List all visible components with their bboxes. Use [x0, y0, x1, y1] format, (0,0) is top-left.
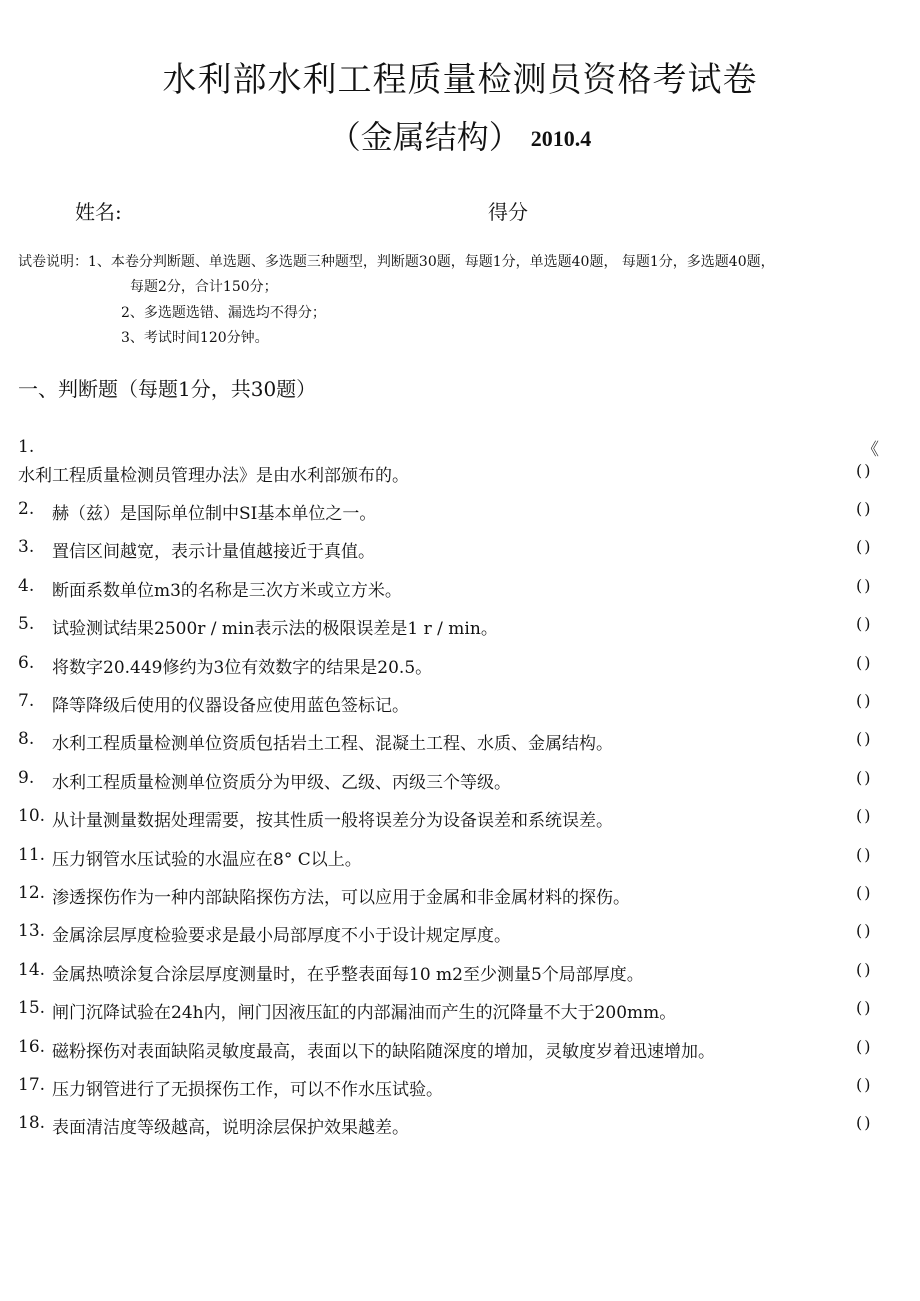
instructions-line-1-continued: 每题2分，合计150分； — [130, 279, 278, 295]
question-number: 5. — [18, 614, 35, 635]
question-text: 断面系数单位m3的名称是三次方米或立方米。 — [52, 580, 402, 601]
question-row — [0, 960, 920, 990]
question-number: 16. — [18, 1036, 46, 1057]
question-number: 12. — [18, 883, 46, 903]
question-text: 渗透探伤作为一种内部缺陷探伤方法，可以应用于金属和非金属材料的探伤。 — [52, 888, 630, 908]
question-row — [0, 998, 920, 1028]
question-text: 水利工程质量检测单位资质分为甲级、乙级、丙级三个等级。 — [52, 772, 511, 793]
question-number: 11. — [18, 844, 46, 865]
answer-bracket: () — [856, 575, 873, 595]
answer-bracket: () — [856, 767, 873, 787]
answer-bracket: () — [856, 883, 873, 902]
question-text: 降等降级后使用的仪器设备应使用蓝色签标记。 — [52, 696, 409, 716]
question-row — [0, 883, 920, 913]
score-field-label: 得分 — [488, 200, 528, 224]
question-row — [0, 921, 920, 951]
question-number: 14. — [18, 959, 46, 980]
question-row — [0, 845, 920, 875]
question-row — [0, 768, 920, 798]
question-row — [0, 614, 920, 644]
question-text: 闸门沉降试验在24h内，闸门因液压缸的内部漏油而产生的沉降量不大于200mm。 — [52, 1003, 677, 1024]
question-row — [0, 537, 920, 567]
answer-bracket: () — [856, 499, 873, 518]
question-text: 金属涂层厚度检验要求是最小局部厚度不小于设计规定厚度。 — [52, 926, 511, 947]
question-1-number: 1. — [18, 437, 35, 457]
answer-bracket: () — [856, 652, 873, 672]
exam-subtitle — [0, 112, 920, 158]
question-text: 置信区间越宽，表示计量值越接近于真值。 — [52, 542, 375, 563]
instructions-line-3: 3、考试时间120分钟。 — [121, 330, 269, 346]
question-number: 9. — [18, 767, 35, 788]
question-row — [0, 1037, 920, 1067]
question-row — [0, 576, 920, 606]
question-text: 压力钢管水压试验的水温应在8° C以上。 — [52, 849, 362, 870]
question-text: 将数字20.449修约为3位有效数字的结果是20.5。 — [52, 657, 433, 678]
question-text: 表面清洁度等级越高，说明涂层保护效果越差。 — [52, 1118, 409, 1139]
answer-bracket: () — [856, 921, 873, 941]
answer-bracket: () — [856, 537, 873, 557]
question-row — [0, 1075, 920, 1105]
question-row — [0, 691, 920, 721]
question-number: 10. — [18, 806, 46, 827]
exam-title: 水利部水利工程质量检测员资格考试卷 — [162, 60, 758, 100]
question-number: 17. — [18, 1075, 46, 1095]
answer-bracket: () — [856, 1075, 873, 1094]
instructions-line-2: 2、多选题选错、漏选均不得分； — [121, 305, 326, 321]
question-row — [0, 1113, 920, 1143]
exam-year: 2010.4 — [530, 126, 592, 151]
question-number: 15. — [18, 998, 46, 1019]
question-number: 8. — [18, 729, 35, 750]
question-text: 从计量测量数据处理需要，按其性质一般将误差分为设备误差和系统误差。 — [52, 811, 613, 832]
question-number: 13. — [18, 921, 46, 942]
answer-bracket: () — [856, 1036, 873, 1056]
answer-bracket: () — [856, 614, 873, 634]
instructions-line-1: 试卷说明：1、本卷分判断题、单选题、多选题三种题型，判断题30题，每题1分，单选题40题， 每题1分，多选题40题， — [18, 254, 775, 270]
subject-label: （金属结构） — [328, 118, 521, 156]
question-text: 压力钢管进行了无损探伤工作，可以不作水压试验。 — [52, 1080, 443, 1100]
question-number: 3. — [18, 537, 35, 558]
question-text: 试验测试结果2500r / min表示法的极限误差是1 r / min。 — [52, 619, 498, 640]
question-text: 水利工程质量检测单位资质包括岩土工程、混凝土工程、水质、金属结构。 — [52, 734, 613, 755]
section-title-true-false: 一、判断题（每题1分，共30题） — [18, 377, 317, 401]
answer-bracket: () — [856, 998, 873, 1018]
answer-bracket: () — [856, 959, 873, 979]
question-number: 4. — [18, 575, 35, 596]
answer-bracket: () — [856, 729, 873, 749]
question-text: 磁粉探伤对表面缺陷灵敏度最高，表面以下的缺陷随深度的增加，灵敏度岁着迅速增加。 — [52, 1041, 715, 1062]
question-1-open-quote: 《 — [862, 440, 879, 460]
question-number: 18. — [18, 1113, 46, 1134]
question-row — [0, 729, 920, 759]
answer-bracket: () — [856, 844, 873, 864]
answer-bracket: () — [856, 1113, 873, 1133]
question-number: 2. — [18, 499, 35, 519]
question-number: 6. — [18, 652, 35, 673]
question-number: 7. — [18, 691, 35, 711]
question-row — [0, 653, 920, 683]
question-row — [0, 499, 920, 529]
question-text: 金属热喷涂复合涂层厚度测量时，在乎整表面每10 m2至少测量5个局部厚度。 — [52, 964, 644, 985]
question-row — [0, 806, 920, 836]
name-field-label: 姓名: — [75, 200, 122, 224]
question-1-text: 水利工程质量检测员管理办法》是由水利部颁布的。 — [18, 466, 409, 486]
question-text: 赫（兹）是国际单位制中SI基本单位之一。 — [52, 504, 377, 524]
answer-bracket: () — [856, 691, 873, 710]
answer-bracket: () — [856, 461, 873, 480]
answer-bracket: () — [856, 806, 873, 826]
